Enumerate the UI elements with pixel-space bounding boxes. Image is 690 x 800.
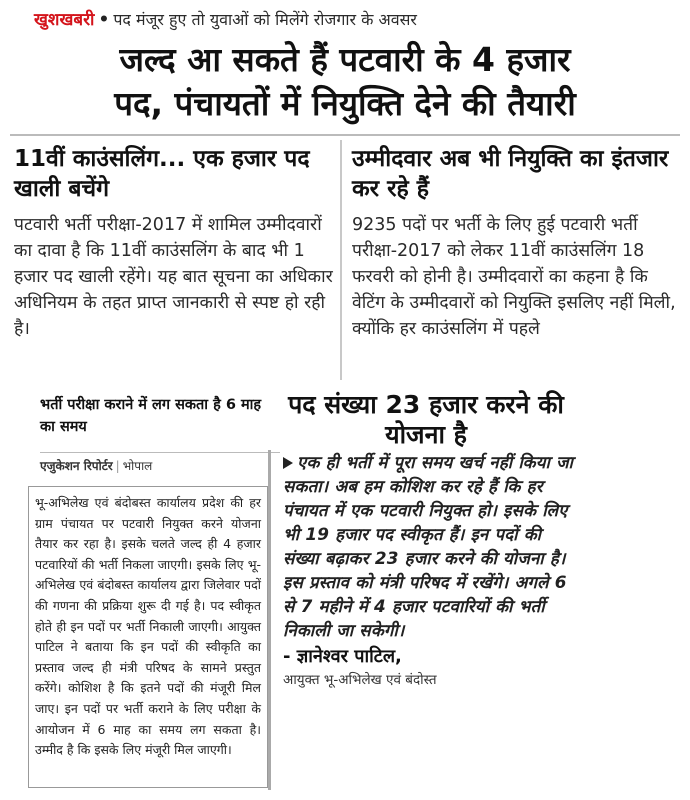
tagline <box>34 8 674 32</box>
headline-line-1: जल्द आ सकते हैं पटवारी के 4 हजार <box>119 40 571 79</box>
left-column-heading: 11वीं काउंसलिंग... एक हजार पद खाली बचेंगे <box>14 146 310 202</box>
headline-rule <box>10 134 680 136</box>
report-body: भू-अभिलेख एवं बंदोबस्त कार्यालय प्रदेश की हर ग्राम पंचायत पर पटवारी नियुक्त करने योजना तैयार कर रहा है। इसके चलते जल्द ही 4 हजार पटवारियों की भर्ती निकला जाएगी। इसके लिए भू-अभिलेख एवं बंदोबस्त कार्यालय द्वारा जिलेवार पदों की गणना की प्रक्रिया शुरू दी गई है। पद स्वीकृत होते ही इन पदों पर भर्ती निकाली जाएगी। आयुक्त पाटिल ने बताया कि इन पदों की स्वीकृति का प्रस्ताव जल्द ही मंत्री परिषद के सामने प्रस्तुत करेंगे। कोशिश है कि इतने पदों की मंजूरी मिल जाए। इन पदों पर भर्ती कराने के लिए परीक्षा के आयोजन में 6 माह का समय लग सकता है। उम्मीद है कि इसके लिए मंजूरी मिल जाएगी। <box>35 495 261 758</box>
quote-arrow-icon <box>283 457 293 469</box>
quote-role: आयुक्त भू-अभिलेख एवं बंदोस्त <box>283 672 437 688</box>
column-divider <box>340 140 342 380</box>
quote-author: - ज्ञानेश्वर पाटिल, <box>283 646 402 667</box>
quote-text: एक ही भर्ती में पूरा समय खर्च नहीं किया जा सकता। अब हम कोशिश कर रहे हैं कि हर पंचायत में एक पटवारी नियुक्त हो। इसके लिए भी 19 हजार पद स्वीकृत हैं। इन पदों की संख्या बढ़ाकर 23 हजार करने की योजना है। इस प्रस्ताव को मंत्री परिषद में रखेंगे। अगले 6 से 7 महीने में 4 हजार पटवारियों की भर्ती निकाली जा सकेगी। <box>283 452 574 640</box>
tagline-separator: • <box>98 10 110 30</box>
right-column-heading: उम्मीदवार अब भी नियुक्ति का इंतजार कर रहे हैं <box>352 146 669 202</box>
byline <box>40 452 280 474</box>
headline <box>10 38 680 126</box>
right-column <box>352 138 682 342</box>
right-column-body: 9235 पदों पर भर्ती के लिए हुई पटवारी भर्ती परीक्षा-2017 को लेकर 11वीं काउंसलिंग 18 फरवरी को होनी है। उम्मीदवारों का कहना है कि वेटिंग के उम्मीदवारों को नियुक्ति इसलिए नहीं मिली, क्योंकि हर काउंसलिंग में पहले <box>352 215 676 339</box>
byline-separator: | <box>115 459 120 473</box>
tagline-text: पद मंजूर हुए तो युवाओं को मिलेंगे रोजगार के अवसर <box>113 10 417 29</box>
left-column <box>14 138 334 342</box>
tagline-label: खुशखबरी <box>34 10 95 30</box>
quote-heading: पद संख्या 23 हजार करने की योजना है <box>288 390 564 449</box>
quote-text-wrap <box>283 450 580 642</box>
report-box <box>28 486 268 788</box>
byline-org: एजुकेशन रिपोर्टर <box>40 459 113 473</box>
report-subhead: भर्ती परीक्षा कराने में लग सकता है 6 माह का समय <box>40 397 262 435</box>
byline-city: भोपाल <box>122 459 153 473</box>
left-column-body: पटवारी भर्ती परीक्षा-2017 में शामिल उम्मीदवारों का दावा है कि 11वीं काउंसलिंग के बाद भी 1 हजार पद खाली रहेंगे। यह बात सूचना का अधिकार अधिनियम के तहत प्राप्त जानकारी से स्पष्ट हो रही है। <box>14 215 333 339</box>
quote-box <box>268 450 584 790</box>
headline-line-2: पद, पंचायतों में नियुक्ति देने की तैयारी <box>114 84 576 123</box>
